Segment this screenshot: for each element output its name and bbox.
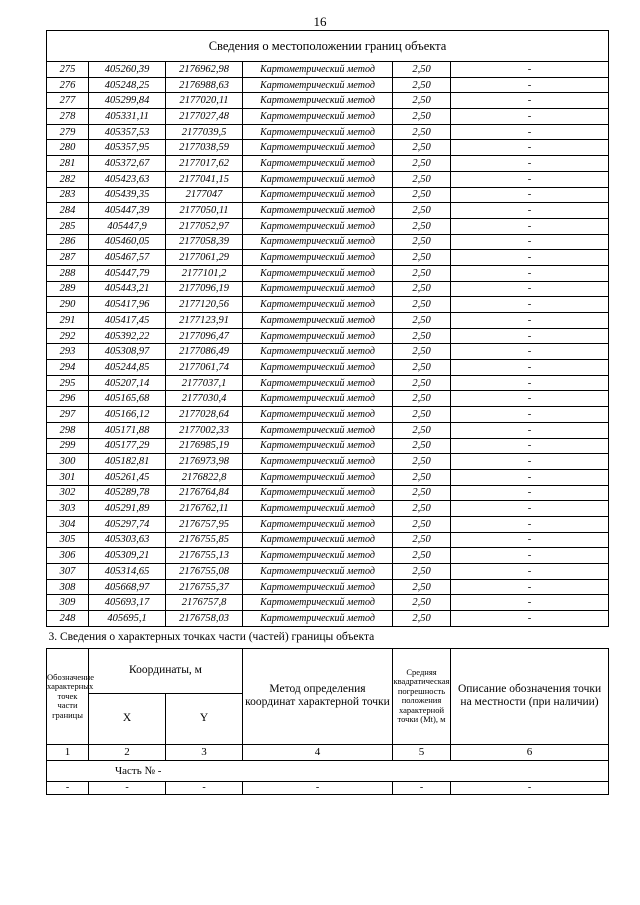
table-row: [47, 454, 609, 470]
accuracy-cell: 2,50: [393, 454, 451, 470]
dash-cell: -: [243, 781, 393, 794]
accuracy-cell: 2,50: [393, 297, 451, 313]
table-row: [47, 203, 609, 219]
point-number-cell: 284: [47, 203, 89, 219]
header-method: Метод определения координат характерной точки: [243, 648, 393, 744]
description-cell: -: [451, 469, 609, 485]
description-cell: -: [451, 485, 609, 501]
description-cell: -: [451, 281, 609, 297]
x-coordinate-cell: 405447,79: [89, 265, 166, 281]
x-coordinate-cell: 405460,05: [89, 234, 166, 250]
description-cell: -: [451, 407, 609, 423]
x-coordinate-cell: 405308,97: [89, 344, 166, 360]
col-number-6: 6: [451, 744, 609, 760]
point-number-cell: 295: [47, 375, 89, 391]
accuracy-cell: 2,50: [393, 391, 451, 407]
y-coordinate-cell: 2177047: [166, 187, 243, 203]
header-description: Описание обозначения точки на местности (при наличии): [451, 648, 609, 744]
point-number-cell: 298: [47, 422, 89, 438]
accuracy-cell: 2,50: [393, 203, 451, 219]
y-coordinate-cell: 2177096,19: [166, 281, 243, 297]
y-coordinate-cell: 2176757,8: [166, 595, 243, 611]
method-cell: Картометрический метод: [243, 140, 393, 156]
table-row: [47, 171, 609, 187]
description-cell: -: [451, 297, 609, 313]
y-coordinate-cell: 2176755,13: [166, 548, 243, 564]
description-cell: -: [451, 313, 609, 329]
accuracy-cell: 2,50: [393, 564, 451, 580]
x-coordinate-cell: 405299,84: [89, 93, 166, 109]
description-cell: -: [451, 454, 609, 470]
accuracy-cell: 2,50: [393, 501, 451, 517]
point-number-cell: 291: [47, 313, 89, 329]
method-cell: Картометрический метод: [243, 77, 393, 93]
method-cell: Картометрический метод: [243, 501, 393, 517]
point-number-cell: 301: [47, 469, 89, 485]
accuracy-cell: 2,50: [393, 516, 451, 532]
y-coordinate-cell: 2177027,48: [166, 109, 243, 125]
accuracy-cell: 2,50: [393, 611, 451, 627]
x-coordinate-cell: 405331,11: [89, 109, 166, 125]
accuracy-cell: 2,50: [393, 234, 451, 250]
accuracy-cell: 2,50: [393, 218, 451, 234]
description-cell: -: [451, 611, 609, 627]
x-coordinate-cell: 405297,74: [89, 516, 166, 532]
col-number-3: 3: [166, 744, 243, 760]
method-cell: Картометрический метод: [243, 438, 393, 454]
header-x: X: [89, 693, 166, 744]
y-coordinate-cell: 2177123,91: [166, 313, 243, 329]
accuracy-cell: 2,50: [393, 375, 451, 391]
method-cell: Картометрический метод: [243, 344, 393, 360]
y-coordinate-cell: 2176985,19: [166, 438, 243, 454]
table-row: [47, 485, 609, 501]
y-coordinate-cell: 2176762,11: [166, 501, 243, 517]
part-label-text: Часть № -: [115, 764, 162, 777]
table-row: [47, 564, 609, 580]
table-row: [47, 281, 609, 297]
accuracy-cell: 2,50: [393, 77, 451, 93]
col-number-2: 2: [89, 744, 166, 760]
x-coordinate-cell: 405166,12: [89, 407, 166, 423]
method-cell: Картометрический метод: [243, 313, 393, 329]
point-number-cell: 279: [47, 124, 89, 140]
accuracy-cell: 2,50: [393, 579, 451, 595]
accuracy-cell: 2,50: [393, 344, 451, 360]
x-coordinate-cell: 405314,65: [89, 564, 166, 580]
method-cell: Картометрический метод: [243, 281, 393, 297]
table-row: [47, 422, 609, 438]
table-row: [47, 501, 609, 517]
table-row: [47, 124, 609, 140]
x-coordinate-cell: 405177,29: [89, 438, 166, 454]
method-cell: Картометрический метод: [243, 548, 393, 564]
table-row: [47, 77, 609, 93]
method-cell: Картометрический метод: [243, 156, 393, 172]
y-coordinate-cell: 2176757,95: [166, 516, 243, 532]
point-number-cell: 306: [47, 548, 89, 564]
accuracy-cell: 2,50: [393, 313, 451, 329]
method-cell: Картометрический метод: [243, 454, 393, 470]
x-coordinate-cell: 405182,81: [89, 454, 166, 470]
accuracy-cell: 2,50: [393, 265, 451, 281]
x-coordinate-cell: 405417,96: [89, 297, 166, 313]
x-coordinate-cell: 405289,78: [89, 485, 166, 501]
point-number-cell: 307: [47, 564, 89, 580]
y-coordinate-cell: 2177120,56: [166, 297, 243, 313]
table-row: [47, 579, 609, 595]
method-cell: Картометрический метод: [243, 611, 393, 627]
table-row: [47, 438, 609, 454]
method-cell: Картометрический метод: [243, 171, 393, 187]
table-row: [47, 532, 609, 548]
description-cell: -: [451, 265, 609, 281]
accuracy-cell: 2,50: [393, 250, 451, 266]
point-number-cell: 299: [47, 438, 89, 454]
col-number-1: 1: [47, 744, 89, 760]
point-number-cell: 276: [47, 77, 89, 93]
y-coordinate-cell: 2177038,59: [166, 140, 243, 156]
table-row: [47, 516, 609, 532]
y-coordinate-cell: 2177058,39: [166, 234, 243, 250]
description-cell: -: [451, 344, 609, 360]
x-coordinate-cell: 405244,85: [89, 360, 166, 376]
table-row: [47, 344, 609, 360]
point-number-cell: 290: [47, 297, 89, 313]
x-coordinate-cell: 405439,35: [89, 187, 166, 203]
y-coordinate-cell: 2177039,5: [166, 124, 243, 140]
method-cell: Картометрический метод: [243, 218, 393, 234]
description-cell: -: [451, 375, 609, 391]
y-coordinate-cell: 2176822,8: [166, 469, 243, 485]
x-coordinate-cell: 405357,53: [89, 124, 166, 140]
point-number-cell: 292: [47, 328, 89, 344]
point-number-cell: 303: [47, 501, 89, 517]
x-coordinate-cell: 405165,68: [89, 391, 166, 407]
x-coordinate-cell: 405372,67: [89, 156, 166, 172]
description-cell: -: [451, 77, 609, 93]
y-coordinate-cell: 2177101,2: [166, 265, 243, 281]
point-number-cell: 285: [47, 218, 89, 234]
x-coordinate-cell: 405357,95: [89, 140, 166, 156]
y-coordinate-cell: 2176764,84: [166, 485, 243, 501]
x-coordinate-cell: 405291,89: [89, 501, 166, 517]
accuracy-cell: 2,50: [393, 281, 451, 297]
y-coordinate-cell: 2177096,47: [166, 328, 243, 344]
point-number-cell: 286: [47, 234, 89, 250]
point-number-cell: 294: [47, 360, 89, 376]
point-number-cell: 296: [47, 391, 89, 407]
point-number-cell: 283: [47, 187, 89, 203]
description-cell: -: [451, 250, 609, 266]
section-title: Сведения о местоположении границ объекта: [47, 31, 609, 62]
x-coordinate-cell: 405443,21: [89, 281, 166, 297]
x-coordinate-cell: 405207,14: [89, 375, 166, 391]
accuracy-cell: 2,50: [393, 62, 451, 78]
method-cell: Картометрический метод: [243, 124, 393, 140]
table-row: [47, 297, 609, 313]
description-cell: -: [451, 501, 609, 517]
description-cell: -: [451, 93, 609, 109]
point-number-cell: 309: [47, 595, 89, 611]
table-row: [47, 595, 609, 611]
x-coordinate-cell: 405447,9: [89, 218, 166, 234]
method-cell: Картометрический метод: [243, 109, 393, 125]
description-cell: -: [451, 422, 609, 438]
x-coordinate-cell: 405693,17: [89, 595, 166, 611]
y-coordinate-cell: 2176755,08: [166, 564, 243, 580]
table-row: [47, 218, 609, 234]
table-row: [47, 360, 609, 376]
method-cell: Картометрический метод: [243, 469, 393, 485]
y-coordinate-cell: 2177061,29: [166, 250, 243, 266]
table-row: [47, 250, 609, 266]
accuracy-cell: 2,50: [393, 109, 451, 125]
method-cell: Картометрический метод: [243, 265, 393, 281]
description-cell: -: [451, 328, 609, 344]
x-coordinate-cell: 405171,88: [89, 422, 166, 438]
x-coordinate-cell: 405260,39: [89, 62, 166, 78]
y-coordinate-cell: 2176973,98: [166, 454, 243, 470]
table-row: [47, 548, 609, 564]
y-coordinate-cell: 2176962,98: [166, 62, 243, 78]
x-coordinate-cell: 405392,22: [89, 328, 166, 344]
section3-title: 3. Сведения о характерных точках части (частей) границы объекта: [47, 627, 609, 649]
accuracy-cell: 2,50: [393, 140, 451, 156]
method-cell: Картометрический метод: [243, 595, 393, 611]
y-coordinate-cell: 2176755,37: [166, 579, 243, 595]
point-number-cell: 275: [47, 62, 89, 78]
accuracy-cell: 2,50: [393, 532, 451, 548]
description-cell: -: [451, 595, 609, 611]
point-number-cell: 289: [47, 281, 89, 297]
point-number-cell: 305: [47, 532, 89, 548]
x-coordinate-cell: 405423,63: [89, 171, 166, 187]
y-coordinate-cell: 2177017,62: [166, 156, 243, 172]
table-row: [47, 156, 609, 172]
point-number-cell: 287: [47, 250, 89, 266]
x-coordinate-cell: 405303,63: [89, 532, 166, 548]
dash-cell: -: [166, 781, 243, 794]
point-number-cell: 304: [47, 516, 89, 532]
x-coordinate-cell: 405668,97: [89, 579, 166, 595]
accuracy-cell: 2,50: [393, 438, 451, 454]
method-cell: Картометрический метод: [243, 564, 393, 580]
x-coordinate-cell: 405417,45: [89, 313, 166, 329]
table-row: [47, 469, 609, 485]
method-cell: Картометрический метод: [243, 203, 393, 219]
description-cell: -: [451, 548, 609, 564]
description-cell: -: [451, 156, 609, 172]
method-cell: Картометрический метод: [243, 93, 393, 109]
description-cell: -: [451, 438, 609, 454]
x-coordinate-cell: 405467,57: [89, 250, 166, 266]
y-coordinate-cell: 2177037,1: [166, 375, 243, 391]
table-row: [47, 375, 609, 391]
point-number-cell: 288: [47, 265, 89, 281]
accuracy-cell: 2,50: [393, 422, 451, 438]
accuracy-cell: 2,50: [393, 485, 451, 501]
accuracy-cell: 2,50: [393, 595, 451, 611]
y-coordinate-cell: 2177030,4: [166, 391, 243, 407]
description-cell: -: [451, 187, 609, 203]
part-label: [47, 760, 609, 781]
dash-cell: -: [89, 781, 166, 794]
description-cell: -: [451, 391, 609, 407]
x-coordinate-cell: 405248,25: [89, 77, 166, 93]
description-cell: -: [451, 140, 609, 156]
method-cell: Картометрический метод: [243, 407, 393, 423]
accuracy-cell: 2,50: [393, 124, 451, 140]
header-point-designation: Обозначение характерных точек части границы: [47, 648, 89, 744]
table-row: [47, 62, 609, 78]
table-row: [47, 187, 609, 203]
description-cell: -: [451, 171, 609, 187]
table-row: [47, 407, 609, 423]
point-number-cell: 280: [47, 140, 89, 156]
dash-cell: -: [47, 781, 89, 794]
dash-cell: -: [393, 781, 451, 794]
y-coordinate-cell: 2177050,11: [166, 203, 243, 219]
description-cell: -: [451, 579, 609, 595]
accuracy-cell: 2,50: [393, 548, 451, 564]
y-coordinate-cell: 2177002,33: [166, 422, 243, 438]
description-cell: -: [451, 62, 609, 78]
y-coordinate-cell: 2176755,85: [166, 532, 243, 548]
point-number-cell: 300: [47, 454, 89, 470]
y-coordinate-cell: 2177028,64: [166, 407, 243, 423]
point-number-cell: 277: [47, 93, 89, 109]
method-cell: Картометрический метод: [243, 187, 393, 203]
method-cell: Картометрический метод: [243, 375, 393, 391]
document-frame: [46, 30, 608, 795]
method-cell: Картометрический метод: [243, 62, 393, 78]
point-number-cell: 281: [47, 156, 89, 172]
x-coordinate-cell: 405261,45: [89, 469, 166, 485]
accuracy-cell: 2,50: [393, 156, 451, 172]
accuracy-cell: 2,50: [393, 187, 451, 203]
col-number-4: 4: [243, 744, 393, 760]
table-row: [47, 140, 609, 156]
point-number-cell: 293: [47, 344, 89, 360]
boundary-points-table: [46, 30, 609, 627]
accuracy-cell: 2,50: [393, 407, 451, 423]
y-coordinate-cell: 2176988,63: [166, 77, 243, 93]
description-cell: -: [451, 203, 609, 219]
method-cell: Картометрический метод: [243, 328, 393, 344]
table-row: [47, 611, 609, 627]
y-coordinate-cell: 2176758,03: [166, 611, 243, 627]
description-cell: -: [451, 516, 609, 532]
header-coordinates: Координаты, м: [89, 648, 243, 693]
description-cell: -: [451, 109, 609, 125]
x-coordinate-cell: 405447,39: [89, 203, 166, 219]
method-cell: Картометрический метод: [243, 250, 393, 266]
header-accuracy: Средняя квадратическая погрешность положения характерной точки (Мt), м: [393, 648, 451, 744]
method-cell: Картометрический метод: [243, 579, 393, 595]
table-row: [47, 109, 609, 125]
y-coordinate-cell: 2177041,15: [166, 171, 243, 187]
description-cell: -: [451, 218, 609, 234]
col-number-5: 5: [393, 744, 451, 760]
description-cell: -: [451, 532, 609, 548]
table-row: [47, 313, 609, 329]
part-points-table: [46, 627, 609, 795]
x-coordinate-cell: 405695,1: [89, 611, 166, 627]
accuracy-cell: 2,50: [393, 93, 451, 109]
y-coordinate-cell: 2177061,74: [166, 360, 243, 376]
method-cell: Картометрический метод: [243, 234, 393, 250]
header-y: Y: [166, 693, 243, 744]
description-cell: -: [451, 234, 609, 250]
y-coordinate-cell: 2177052,97: [166, 218, 243, 234]
dash-cell: -: [451, 781, 609, 794]
page-number: 16: [313, 14, 327, 29]
method-cell: Картометрический метод: [243, 297, 393, 313]
accuracy-cell: 2,50: [393, 171, 451, 187]
method-cell: Картометрический метод: [243, 360, 393, 376]
point-number-cell: 248: [47, 611, 89, 627]
point-number-cell: 302: [47, 485, 89, 501]
accuracy-cell: 2,50: [393, 469, 451, 485]
table-row: [47, 234, 609, 250]
point-number-cell: 297: [47, 407, 89, 423]
method-cell: Картометрический метод: [243, 532, 393, 548]
point-number-cell: 308: [47, 579, 89, 595]
table-row: [47, 93, 609, 109]
table-row: [47, 328, 609, 344]
point-number-cell: 282: [47, 171, 89, 187]
method-cell: Картометрический метод: [243, 422, 393, 438]
accuracy-cell: 2,50: [393, 328, 451, 344]
method-cell: Картометрический метод: [243, 391, 393, 407]
y-coordinate-cell: 2177020,11: [166, 93, 243, 109]
table-row: [47, 391, 609, 407]
accuracy-cell: 2,50: [393, 360, 451, 376]
table-row: [47, 265, 609, 281]
description-cell: -: [451, 360, 609, 376]
x-coordinate-cell: 405309,21: [89, 548, 166, 564]
description-cell: -: [451, 124, 609, 140]
method-cell: Картометрический метод: [243, 516, 393, 532]
description-cell: -: [451, 564, 609, 580]
y-coordinate-cell: 2177086,49: [166, 344, 243, 360]
point-number-cell: 278: [47, 109, 89, 125]
method-cell: Картометрический метод: [243, 485, 393, 501]
